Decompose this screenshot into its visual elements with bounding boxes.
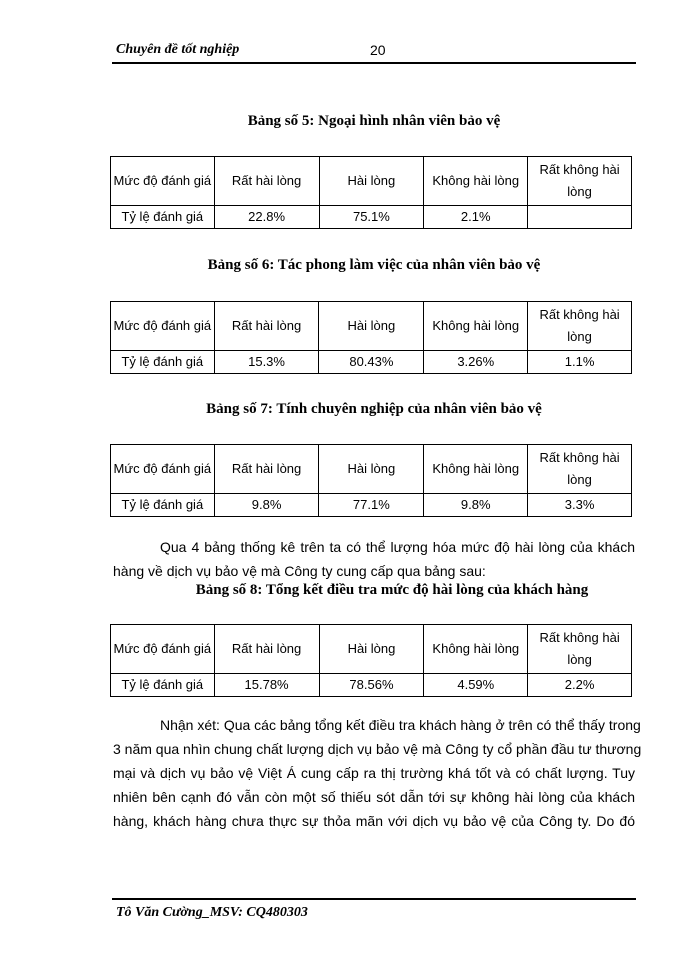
- table-7: [110, 444, 632, 517]
- column-header-very-satisfied: Rất hài lòng: [214, 302, 319, 351]
- author-name: Tô Văn Cường_MSV: CQ480303: [116, 905, 308, 920]
- cell-very-satisfied: 9.8%: [214, 494, 319, 517]
- page-footer: [112, 898, 636, 924]
- row-label: Tỷ lệ đánh giá: [111, 206, 215, 229]
- row-label: Tỷ lệ đánh giá: [111, 494, 215, 517]
- column-header-satisfied: Hài lòng: [319, 625, 424, 674]
- table-header-row: [111, 302, 632, 351]
- table-5: [110, 156, 632, 229]
- row-label: Tỷ lệ đánh giá: [111, 351, 215, 374]
- paragraph-line: hàng về dịch vụ bảo vệ mà Công ty cung cấp qua bảng sau:: [113, 563, 486, 579]
- cell-unsatisfied: 2.1%: [424, 206, 528, 229]
- cell-very-unsatisfied: 2.2%: [528, 674, 632, 697]
- column-header-unsatisfied: Không hài lòng: [424, 625, 528, 674]
- column-header-unsatisfied: Không hài lòng: [424, 445, 528, 494]
- table-header-row: [111, 157, 632, 206]
- column-header-satisfied: Hài lòng: [319, 302, 424, 351]
- column-header-very-unsatisfied: Rất không hài lòng: [528, 302, 632, 351]
- cell-very-unsatisfied: [528, 206, 632, 229]
- column-header-very-unsatisfied: Rất không hài lòng: [528, 625, 632, 674]
- column-header-level: Mức độ đánh giá: [111, 302, 215, 351]
- intro-paragraph: [113, 535, 635, 583]
- cell-satisfied: 78.56%: [319, 674, 424, 697]
- paragraph-line: Nhận xét: Qua các bảng tổng kết điều tra khách hàng ở trên có thể thấy trong: [160, 717, 641, 733]
- table-8: [110, 624, 632, 697]
- paragraph-line: 3 năm qua nhìn chung chất lượng dịch vụ bảo vệ mà Công ty cổ phần đầu tư thương: [113, 741, 642, 757]
- table-header-row: [111, 445, 632, 494]
- remark-paragraph: [113, 713, 642, 833]
- paragraph-line: mại và dịch vụ bảo vệ Việt Á cung cấp ra thị trường khá tốt và có chất lượng. Tuy: [113, 765, 635, 781]
- table-5-caption: Bảng số 5: Ngoại hình nhân viên bảo vệ: [247, 113, 501, 129]
- column-header-satisfied: Hài lòng: [319, 445, 424, 494]
- cell-unsatisfied: 4.59%: [424, 674, 528, 697]
- table-8-caption: Bảng số 8: Tổng kết điều tra mức độ hài lòng của khách hàng: [195, 582, 589, 598]
- cell-very-unsatisfied: 3.3%: [528, 494, 632, 517]
- table-row: [111, 494, 632, 517]
- column-header-very-unsatisfied: Rất không hài lòng: [528, 157, 632, 206]
- cell-very-satisfied: 15.78%: [214, 674, 319, 697]
- cell-very-satisfied: 22.8%: [214, 206, 319, 229]
- column-header-satisfied: Hài lòng: [319, 157, 424, 206]
- paragraph-line: hàng, khách hàng chưa thực sự thỏa mãn với dịch vụ bảo vệ của Công ty. Do đó: [113, 813, 635, 829]
- paragraph-line: Qua 4 bảng thống kê trên ta có thể lượng hóa mức độ hài lòng của khách: [160, 539, 635, 555]
- column-header-very-unsatisfied: Rất không hài lòng: [528, 445, 632, 494]
- cell-very-satisfied: 15.3%: [214, 351, 319, 374]
- column-header-unsatisfied: Không hài lòng: [424, 302, 528, 351]
- cell-satisfied: 77.1%: [319, 494, 424, 517]
- cell-unsatisfied: 9.8%: [424, 494, 528, 517]
- table-6: [110, 301, 632, 374]
- page-number: 20: [370, 42, 386, 58]
- cell-unsatisfied: 3.26%: [424, 351, 528, 374]
- cell-satisfied: 80.43%: [319, 351, 424, 374]
- table-6-caption: Bảng số 6: Tác phong làm việc của nhân viên bảo vệ: [207, 257, 541, 273]
- table-row: [111, 674, 632, 697]
- page-header: [112, 40, 636, 64]
- column-header-very-satisfied: Rất hài lòng: [214, 625, 319, 674]
- column-header-level: Mức độ đánh giá: [111, 445, 215, 494]
- table-7-caption: Bảng số 7: Tính chuyên nghiệp của nhân viên bảo vệ: [206, 401, 542, 417]
- row-label: Tỷ lệ đánh giá: [111, 674, 215, 697]
- cell-very-unsatisfied: 1.1%: [528, 351, 632, 374]
- column-header-unsatisfied: Không hài lòng: [424, 157, 528, 206]
- column-header-very-satisfied: Rất hài lòng: [214, 445, 319, 494]
- column-header-very-satisfied: Rất hài lòng: [214, 157, 319, 206]
- table-row: [111, 351, 632, 374]
- paragraph-line: nhiên bên cạnh đó vẫn còn một số thiếu sót dẫn tới sự không hài lòng của khách: [113, 789, 635, 805]
- table-row: [111, 206, 632, 229]
- column-header-level: Mức độ đánh giá: [111, 157, 215, 206]
- column-header-level: Mức độ đánh giá: [111, 625, 215, 674]
- table-header-row: [111, 625, 632, 674]
- cell-satisfied: 75.1%: [319, 206, 424, 229]
- document-title: Chuyên đề tốt nghiệp: [116, 42, 240, 57]
